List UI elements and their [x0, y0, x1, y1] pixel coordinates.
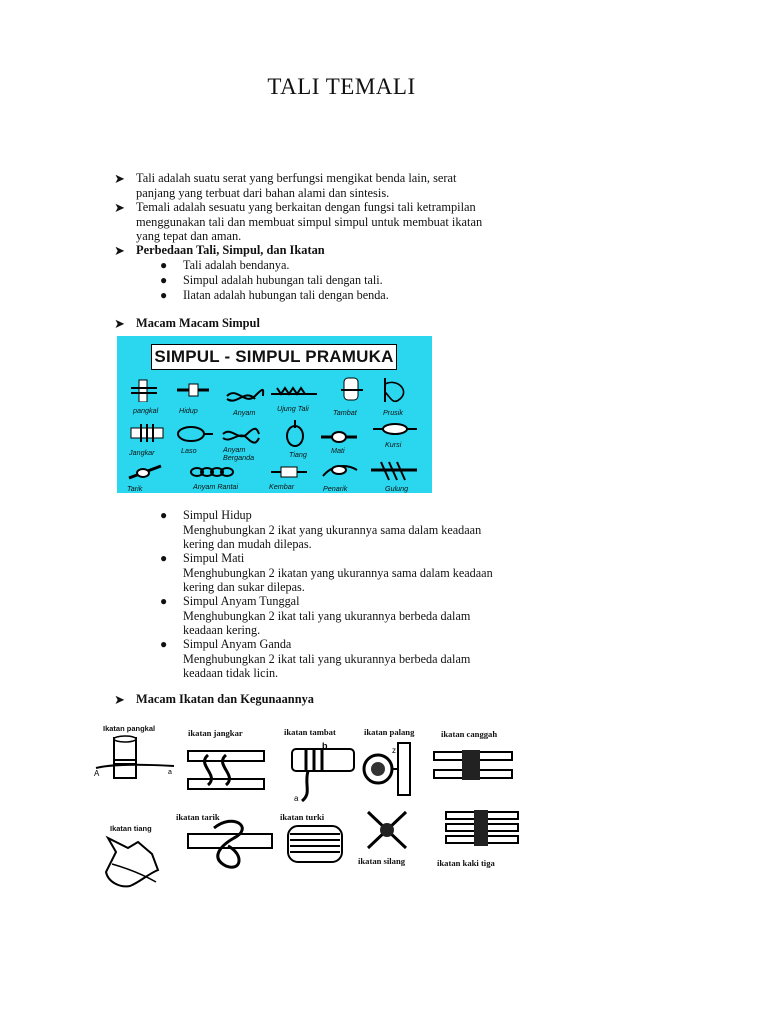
- ikatan-label: ikatan silang: [358, 856, 406, 866]
- paragraph-line: menggunakan tali dan membuat simpul simpul untuk membuat ikatan: [136, 214, 483, 229]
- ikatan-label: ikatan tambat: [284, 727, 336, 737]
- ikatan-label: ikatan turki: [280, 812, 325, 822]
- simpul-name: Simpul Mati: [183, 551, 245, 565]
- ikatan-label: ikatan tarik: [176, 812, 220, 822]
- ikatan-label: Ikatan pangkal: [103, 724, 156, 733]
- ikatan-jangkar-icon: [186, 741, 266, 797]
- jangkar-knot-icon: [127, 422, 167, 444]
- hidup-knot-icon: [175, 380, 211, 400]
- knot-label: Anyam: [233, 408, 256, 417]
- anyam-knot-icon: [225, 386, 265, 406]
- knot-label: Gulung: [385, 484, 409, 493]
- prusik-knot-icon: [381, 376, 413, 404]
- knot-label: Mati: [331, 446, 345, 455]
- arrow-bullet-icon: ➤: [114, 200, 125, 215]
- bullet-dot-icon: ●: [160, 594, 168, 608]
- bullet-dot-icon: ●: [160, 273, 168, 287]
- simpul-desc: Menghubungkan 2 ikat tali yang ukurannya berbeda dalam: [183, 608, 471, 623]
- paragraph-line: panjang yang terbuat dari bahan alami dan sintesis.: [136, 185, 390, 200]
- knot-label: Prusik: [383, 408, 403, 417]
- kembar-knot-icon: [269, 464, 309, 480]
- kursi-knot-icon: [371, 422, 419, 436]
- knot-label: Tiang: [289, 450, 307, 459]
- bullet-dot-icon: ●: [160, 258, 168, 272]
- arrow-bullet-icon: ➤: [114, 692, 125, 707]
- mark-label: z: [392, 746, 396, 755]
- knot-label: Ujung Tali: [277, 404, 309, 413]
- bullet-dot-icon: ●: [160, 551, 168, 565]
- ikatan-tarik-icon: [184, 818, 276, 874]
- simpul-name: Simpul Anyam Ganda: [183, 637, 292, 651]
- tiang-knot-icon: [283, 418, 307, 448]
- paragraph-tali: [136, 171, 566, 200]
- ikatan-label: ikatan kaki tiga: [437, 858, 495, 868]
- penarik-knot-icon: [321, 462, 359, 480]
- ikatan-turki-icon: [284, 820, 346, 866]
- ikatan-pangkal-icon: [92, 734, 176, 780]
- simpul-item: [183, 508, 583, 552]
- knot-label: Jangkar: [129, 448, 155, 457]
- simpul-name: Simpul Anyam Tunggal: [183, 594, 300, 608]
- knot-label: Anyam Berganda: [223, 445, 255, 462]
- page-title: TALI TEMALI: [267, 74, 416, 99]
- ikatan-canggah-icon: [432, 748, 514, 784]
- simpul-desc: keadaan kering.: [183, 623, 261, 638]
- arrow-bullet-icon: ➤: [114, 243, 125, 258]
- ikatan-palang-icon: [356, 741, 420, 797]
- simpul-banner: SIMPUL - SIMPUL PRAMUKA: [151, 344, 397, 370]
- perbedaan-item: Ilatan adalah hubungan tali dengan benda.: [183, 288, 389, 302]
- knot-label: Tambat: [333, 408, 357, 417]
- ikatan-tambat-icon: [288, 737, 358, 805]
- tambat-knot-icon: [339, 376, 365, 402]
- paragraph-line: Temali adalah sesuatu yang berkaitan dengan fungsi tali ketrampilan: [136, 200, 476, 214]
- perbedaan-heading: Perbedaan Tali, Simpul, dan Ikatan: [136, 243, 325, 257]
- paragraph-line: Tali adalah suatu serat yang berfungsi mengikat benda lain, serat: [136, 171, 457, 185]
- simpul-pramuka-image: [117, 336, 432, 493]
- ikatan-label: ikatan canggah: [441, 729, 498, 739]
- ujung-tali-knot-icon: [269, 382, 319, 400]
- simpul-item: [183, 594, 583, 638]
- knot-label: pangkal: [133, 406, 159, 415]
- tarik-knot-icon: [125, 462, 165, 482]
- bullet-dot-icon: ●: [160, 508, 168, 522]
- arrow-bullet-icon: ➤: [114, 171, 125, 186]
- ikatan-silang-icon: [364, 808, 410, 852]
- simpul-desc: kering dan sukar dilepas.: [183, 580, 305, 595]
- knot-label: Anyam Rantai: [193, 482, 239, 491]
- simpul-desc: Menghubungkan 2 ikatan yang ukurannya sama dalam keadaan: [183, 565, 493, 580]
- simpul-desc: Menghubungkan 2 ikat yang ukurannya sama dalam keadaan: [183, 522, 482, 537]
- knot-label: Kembar: [269, 482, 295, 491]
- paragraph-line: yang tepat dan aman.: [136, 229, 242, 244]
- gulung-knot-icon: [369, 460, 419, 482]
- bullet-dot-icon: ●: [160, 288, 168, 302]
- simpul-name: Simpul Hidup: [183, 508, 252, 522]
- mark-label: b: [322, 741, 328, 751]
- paragraph-temali: [136, 200, 566, 244]
- knot-label: Kursi: [385, 440, 402, 449]
- simpul-desc: keadaan tidak licin.: [183, 666, 279, 681]
- perbedaan-item: Tali adalah bendanya.: [183, 258, 290, 272]
- knot-label: Penarik: [323, 484, 348, 493]
- mark-label: a: [294, 794, 299, 803]
- arrow-bullet-icon: ➤: [114, 316, 125, 331]
- knot-label: Laso: [181, 446, 197, 455]
- simpul-item: [183, 637, 583, 681]
- simpul-item: [183, 551, 583, 595]
- macam-simpul-heading: Macam Macam Simpul: [136, 316, 260, 330]
- simpul-desc: kering dan mudah dilepas.: [183, 537, 312, 552]
- ikatan-label: Ikatan tiang: [110, 824, 152, 833]
- ikatan-kaki-tiga-icon: [444, 808, 520, 848]
- anyam-berganda-knot-icon: [221, 426, 261, 444]
- bullet-dot-icon: ●: [160, 637, 168, 651]
- ikatan-label: ikatan jangkar: [188, 728, 243, 738]
- knot-label: Tarik: [127, 484, 143, 493]
- perbedaan-item: Simpul adalah hubungan tali dengan tali.: [183, 273, 383, 287]
- simpul-desc: Menghubungkan 2 ikat tali yang ukurannya berbeda dalam: [183, 651, 471, 666]
- macam-ikatan-heading: Macam Ikatan dan Kegunaannya: [136, 692, 314, 706]
- knot-label: Hidup: [179, 406, 198, 415]
- anyam-rantai-knot-icon: [189, 466, 239, 478]
- mark-label: A: [94, 769, 100, 778]
- mati-knot-icon: [319, 430, 359, 444]
- mark-label: a: [168, 769, 172, 776]
- laso-knot-icon: [175, 422, 215, 444]
- pangkal-knot-icon: [129, 378, 159, 402]
- ikatan-tiang-icon: [98, 834, 164, 892]
- ikatan-label: ikatan palang: [364, 727, 415, 737]
